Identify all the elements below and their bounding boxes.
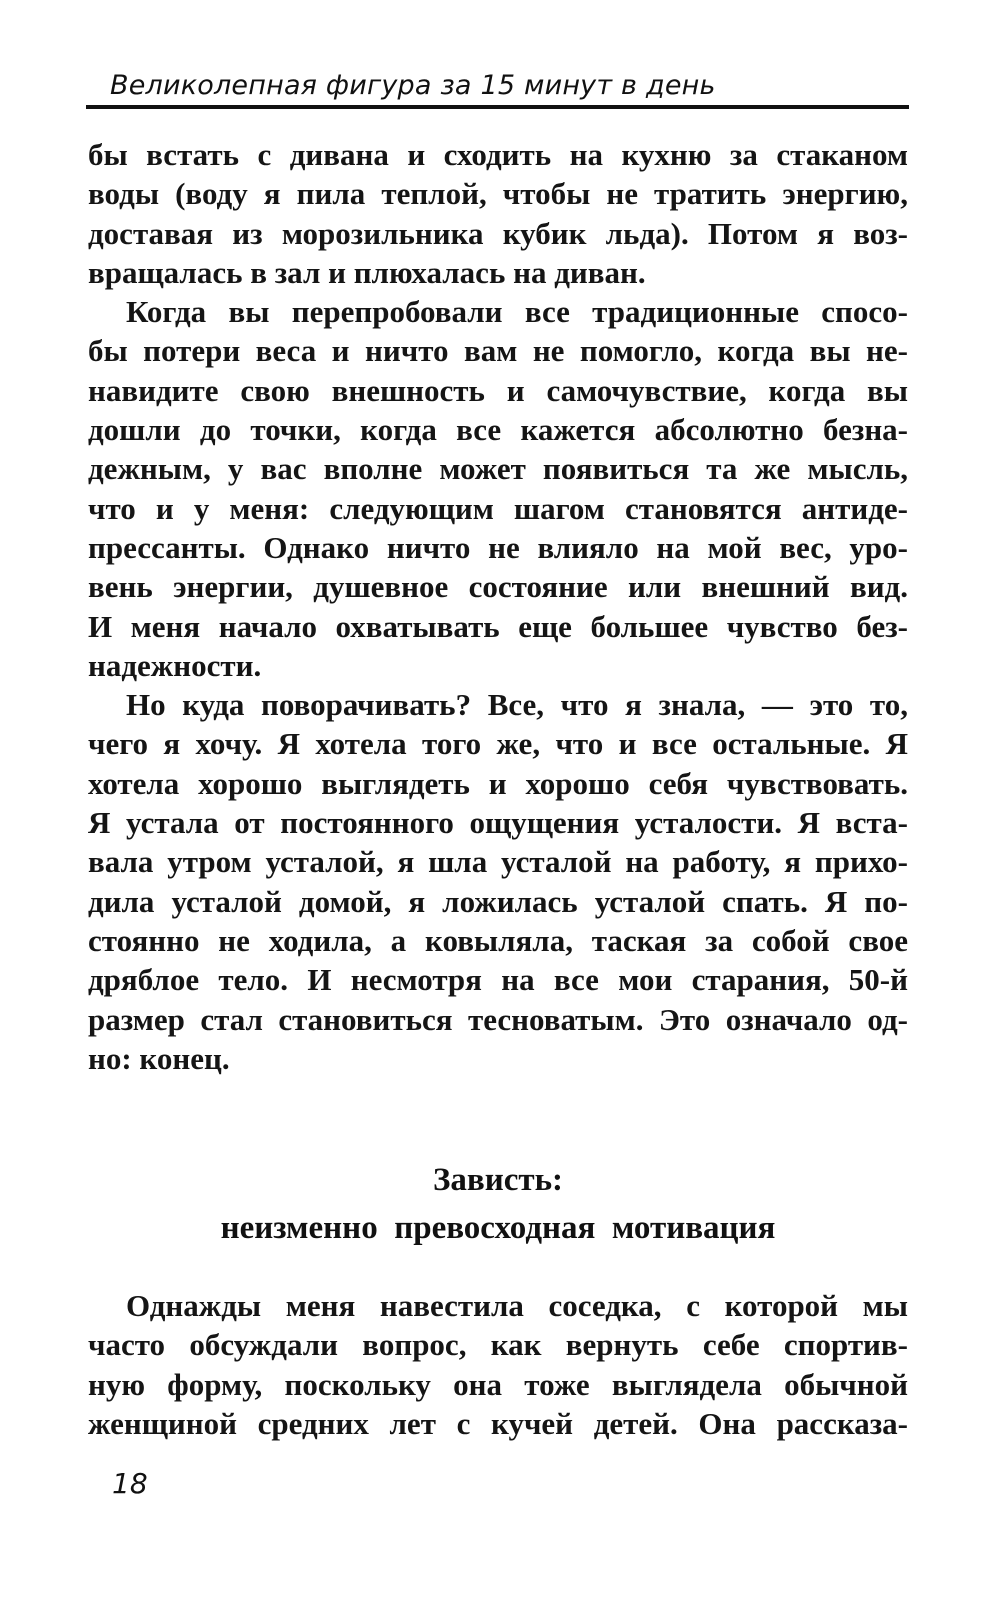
text-line: чего я хочу. Я хотела того же, что и все остальные. Я xyxy=(88,726,908,762)
text-line: Но куда поворачивать? Все, что я знала, — это то, xyxy=(126,687,908,723)
text-line: хотела хорошо выглядеть и хорошо себя чувствовать. xyxy=(88,765,908,801)
text-line: ную форму, поскольку она тоже выглядела обычной xyxy=(88,1366,908,1402)
text-line: навидите свою внешность и самочувствие, когда вы xyxy=(88,372,908,408)
text-line: дила усталой домой, я ложилась усталой спать. Я по- xyxy=(88,883,908,919)
text-line: дошли до точки, когда все кажется абсолютно безна- xyxy=(88,412,908,448)
text-line: размер стал становиться тесноватым. Это означало од- xyxy=(88,1001,908,1037)
section-heading-subtitle: неизменно превосходная мотивация xyxy=(220,1210,776,1246)
text-line: что и у меня: следующим шагом становятся антиде- xyxy=(88,490,908,526)
text-line: часто обсуждали вопрос, как вернуть себе спортив- xyxy=(88,1327,908,1363)
text-line: вращалась в зал и плюхалась на диван. xyxy=(88,254,646,290)
paragraph-2 xyxy=(88,292,908,685)
page-number: 18 xyxy=(112,1467,148,1500)
text-line: бы потери веса и ничто вам не помогло, когда вы не- xyxy=(88,333,908,369)
text-line: стоянно не ходила, а ковыляла, таская за собой свое xyxy=(88,922,908,958)
text-line: Когда вы перепробовали все традиционные спосо- xyxy=(126,294,908,330)
text-line: вень энергии, душевное состояние или внешний вид. xyxy=(88,569,908,605)
text-line: надежности. xyxy=(88,647,262,683)
main-text-block xyxy=(88,135,908,1078)
section-heading-title: Зависть: xyxy=(432,1162,564,1198)
paragraph-1 xyxy=(88,135,908,292)
text-line: И меня начало охватывать еще большее чувство без- xyxy=(88,608,908,644)
text-line: воды (воду я пила теплой, чтобы не тратить энергию, xyxy=(88,176,908,212)
text-line: доставая из морозильника кубик льда). Потом я воз- xyxy=(88,215,908,251)
text-line: но: конец. xyxy=(88,1040,230,1076)
header-rule xyxy=(86,105,909,109)
section-heading xyxy=(88,1156,908,1252)
section-text-block xyxy=(88,1286,908,1443)
paragraph-3 xyxy=(88,685,908,1078)
text-line: дряблое тело. И несмотря на все мои старания, 50-й xyxy=(88,962,908,998)
paragraph-4 xyxy=(88,1286,908,1443)
text-line: вала утром усталой, я шла усталой на работу, я прихо- xyxy=(88,844,908,880)
text-line: бы встать с дивана и сходить на кухню за стаканом xyxy=(88,137,908,172)
text-line: прессанты. Однако ничто не влияло на мой вес, уро- xyxy=(88,529,908,565)
running-head: Великолепная фигура за 15 минут в день xyxy=(110,70,716,101)
text-line: женщиной средних лет с кучей детей. Она рассказа- xyxy=(88,1405,908,1441)
text-line: Однажды меня навестила соседка, с которой мы xyxy=(126,1288,908,1323)
text-line: дежным, у вас вполне может появиться та же мысль, xyxy=(88,451,908,487)
text-line: Я устала от постоянного ощущения усталости. Я вста- xyxy=(88,805,908,841)
